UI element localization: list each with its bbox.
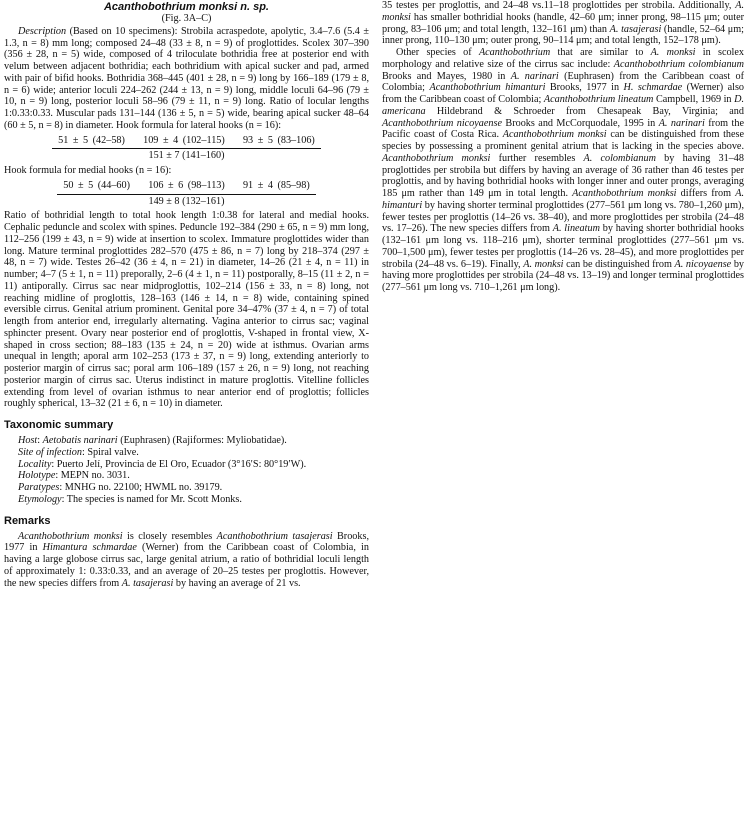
description-paragraph — [4, 26, 369, 132]
text-run: Campbell, 1969 in — [653, 94, 735, 105]
text-run: Brooks and McCorquodale, 1995 in — [502, 117, 659, 129]
lateral-formula-numerator: 51 ± 5 (42–58) 109 ± 4 (102–115) 93 ± 5 (83–106) — [52, 135, 321, 150]
text-run: 35 testes per proglottis, and 24–48 vs.11–18 proglottides per strobila. Additionally, — [382, 0, 736, 11]
text-run: (handle, 52–64 μm; inner prong, 110–130 μm; outer prong, 90–114 μm; and total length, 152–178 μm). — [382, 23, 744, 47]
comparison-paragraph — [382, 47, 744, 294]
holotype-value: : MEPN no. 3031. — [55, 470, 130, 482]
etymology-value: : The species is named for Mr. Scott Monks. — [61, 493, 242, 505]
text-run: has smaller bothridial hooks (handle, 42–60 μm; inner prong, 98–115 μm; outer prong, 83–106 μm; and total length, 132–161 μm) than — [382, 11, 744, 35]
text-run: (Werner) from the Caribbean coast of Colombia, in having a large globose cirrus sac, large genital atrium, a ratio of bothridial loculi length of approximately 1: 0.33:0.33, and an average of 20–25 testes per proglottis. However, the new species differs from — [4, 542, 369, 589]
text-run: that are similar to — [550, 47, 651, 58]
text-run: Brooks, 1977 in — [545, 82, 624, 94]
text-run: by having shorter terminal proglottides (277–561 μm long vs. 780–1,260 μm), fewer testes per proglottis (14–26 vs. 38–40), and more proglottides per strobila (24–48 vs. 17–26). The new species differs from — [382, 199, 744, 235]
species-name: Acanthobothrium monksi — [18, 530, 123, 542]
species-name: A. nicoyaense — [674, 258, 732, 270]
species-name: H. schmardae — [623, 82, 683, 94]
remarks-heading: Remarks — [4, 514, 51, 527]
species-name: Acanthobothrium monksi — [382, 152, 491, 164]
text-run: Brooks, 1977 in — [4, 530, 369, 554]
species-name: Acanthobothrium lineatum — [543, 94, 654, 105]
text-run: by having an average of 21 vs. — [173, 577, 301, 589]
text-run: in scolex morphology and relative size of the cirrus sac include: — [382, 47, 745, 70]
site-label: Site of infection — [18, 446, 82, 458]
etymology-line — [4, 494, 369, 506]
text-run: from the Pacific coast of Costa Rica. — [382, 117, 744, 141]
species-name: A. colombianum — [583, 152, 656, 164]
text-run: Hildebrand & Schroeder from Chesapeak Bay, Virginia; and — [425, 105, 744, 117]
species-name: A. monksi — [650, 47, 696, 58]
text-run: differs from — [676, 188, 736, 199]
paratypes-line — [4, 482, 369, 494]
description-text: (Based on 10 specimens): Strobila acraspedote, apolytic, 3.4–7.6 (5.4 ± 1.3, n = 8) mm long; composed 24–48 (33 ± 8, n = 9) of proglottides. Scolex 307–390 (356 ± 28, n = 5) wide, composed of 4 triloculate bothridia free at posterior end with velum between adjacent bothridia; each bothridium with apical sucker and pad, armed with pair of bifid hooks. Bothridia 368–445 (401 ± 28, n = 9) long by 166–189 (179 ± 8, n = 6) wide; anterior loculi 224–262 (244 ± 13, n = 9) long, middle loculi 64–96 (79 ± 10, n = 9) long, posterior loculi 58–96 (79 ± 11, n = 9) long. Ratio of locular lengths 1:0.33:0.33. Muscular pads 131–144 (136 ± 5, n = 5) wide, bearing apical sucker 48–64 (60 ± 5, n = 8) in diameter. Hook formula for lateral hooks (n = 16): — [4, 25, 369, 131]
medial-formula-denominator: 149 ± 8 (132–161) — [148, 195, 225, 207]
species-name: A. himanturi — [382, 188, 745, 211]
text-run: (Werner) also from the Caribbean coast of Colombia; — [382, 82, 745, 105]
host-rest: (Euphrasen) (Rajiformes: Myliobatidae). — [117, 435, 287, 446]
species-name: Acanthobothrium tasajerasi — [216, 530, 333, 542]
text-run: further resembles — [490, 152, 584, 164]
paratypes-value: : MNHG no. 22100; HWML no. 39179. — [59, 482, 223, 493]
site-line — [4, 447, 369, 459]
host-species: Aetobatis narinari — [42, 435, 118, 446]
species-name: A. lineatum — [552, 223, 600, 235]
figure-reference: (Fig. 3A–C) — [161, 13, 212, 24]
description-continued: Ratio of bothridial length to total hook length 1:0.38 for lateral and medial hooks. Cephalic peduncle and scolex with spines. Peduncle 192–384 (290 ± 65, n = 9) mm long, 112–256 (199 ± 43, n = 9) wide at insertion to scolex. Immature proglottides wider than long. Mature terminal proglottides 282–570 (475 ± 86, n = 7) long by 218–374 (297 ± 48, n = 7) wide. Testes 26–42 (36 ± 4, n = 21) in diameter, 14–26 (21 ± 4, n = 11) in number; 4–7 (5 ± 1, n = 11) preporally, 2–6 (4 ± 1, n = 11) postporally, 8–15 (11 ± 2, n = 11) antiporally. Cirrus sac near midproglottis, 102–214 (156 ± 33, n = 8) long, not reaching midline of proglottis, 128–163 (146 ± 14, n = 8) wide, containing spined eversible cirrus. Genital atrium prominent. Genital pore 34–47% (37 ± 4, n = 7) of total length from anterior end, irregularly alternating. Vagina anterior to cirrus sac; vaginal sphincter present. Ovary near posterior end of proglottis, V-shaped in frontal view, X-shaped in cross section; 88–183 (135 ± 24, n = 20) wide at isthmus. Ovarian arms unequal in length; aporal arm 102–253 (173 ± 37, n = 9) long, extending anteriorly to posterior margin of cirrus sac; poral arm 106–189 (157 ± 26, n = 9) long, not reaching posterior margin of cirrus sac. Uterus indistinct in mature proglottis. Vitelline follicles extending from level of ovarian isthmus to near anterior end of proglottis; follicles roughly spherical, 13–32 (21 ± 6, n = 10) in diameter. — [4, 210, 369, 410]
medial-hook-formula — [4, 180, 369, 208]
species-name: D. americana — [382, 94, 744, 117]
text-run: by having more proglottides per strobila (24–48 vs. 13–19) and longer terminal proglottides (277–561 μm long vs. 710–1,261 μm long). — [382, 258, 745, 293]
text-run: is closely resembles — [122, 530, 217, 542]
species-name: Acanthobothrium monksi — [572, 188, 677, 199]
species-name: Acanthobothrium nicoyaense — [382, 117, 502, 129]
locality-line — [4, 459, 369, 471]
species-name: A. monksi — [382, 0, 744, 23]
species-title: Acanthobothrium monksi n. sp. — [103, 1, 269, 13]
text-run: Other species of — [396, 47, 479, 58]
remarks-paragraph — [4, 531, 369, 590]
lateral-hook-formula — [4, 135, 369, 163]
holotype-line — [4, 470, 369, 482]
remarks-continued-paragraph — [382, 0, 744, 47]
paratypes-label: Paratypes — [18, 482, 60, 493]
text-run: can be distinguished from — [563, 258, 675, 270]
left-column — [4, 0, 369, 589]
lateral-formula-denominator: 151 ± 7 (141–160) — [148, 150, 225, 162]
text-run: (Euphrasen) from the Caribbean coast of Colombia; — [382, 70, 744, 94]
species-name: Acanthobothrium colombianum — [613, 58, 744, 70]
host-line: Host: Aetobatis narinari (Euphrasen) (Rajiformes: Myliobatidae). — [18, 435, 287, 446]
text-run: Brooks and Mayes, 1980 in — [382, 70, 511, 82]
right-column — [382, 0, 744, 294]
locality-label: Locality — [18, 458, 52, 470]
holotype-label: Holotype — [18, 470, 56, 482]
host-label: Host — [18, 435, 38, 446]
species-name: Acanthobothrium monksi — [502, 129, 607, 141]
taxonomic-summary-heading: Taxonomic summary — [4, 419, 114, 431]
site-value: : Spiral valve. — [81, 446, 139, 458]
species-name: Acanthobothrium himanturi — [429, 82, 546, 94]
species-name: A. narinari — [510, 70, 559, 82]
species-name: A. tasajerasi — [609, 23, 662, 35]
taxonomic-summary — [4, 435, 369, 506]
species-name: A. monksi — [523, 258, 564, 270]
medial-formula-intro: Hook formula for medial hooks (n = 16): — [4, 165, 172, 176]
species-name: Acanthobothrium — [478, 47, 551, 58]
description-label: Description — [18, 25, 67, 37]
text-run: can be distinguished from these species by possessing a prominent genital atrium that is lacking in the species above. — [382, 129, 745, 152]
etymology-label: Etymology — [18, 493, 62, 505]
species-name: A. tasajerasi — [121, 577, 174, 589]
locality-value: : Puerto Jelí, Provincia de El Oro, Ecuador (3°16′S: 80°19′W). — [51, 458, 307, 470]
text-run: by having 31–48 proglottides per strobila but differs by having an average of 36 rather than 46 testes per proglottis, and by having bothridial hooks with longer inner and outer prongs, averaging 185 μm rather than 149 μm in total length. — [382, 152, 744, 199]
species-name: A. narinari — [658, 117, 705, 129]
medial-formula-numerator: 50 ± 5 (44–60) 106 ± 6 (98–113) 91 ± 4 (85–98) — [57, 180, 316, 195]
text-run: by having shorter bothridial hooks (132–161 μm long vs. 118–216 μm), shorter terminal proglottides (277–561 μm vs. 700–1,500 μm), fewer testes per proglottis (14–26 vs. 28–45), and more proglottides per strobila (24–48 vs. 6–19). Finally, — [382, 223, 744, 270]
species-name: Himantura schmardae — [42, 542, 137, 554]
